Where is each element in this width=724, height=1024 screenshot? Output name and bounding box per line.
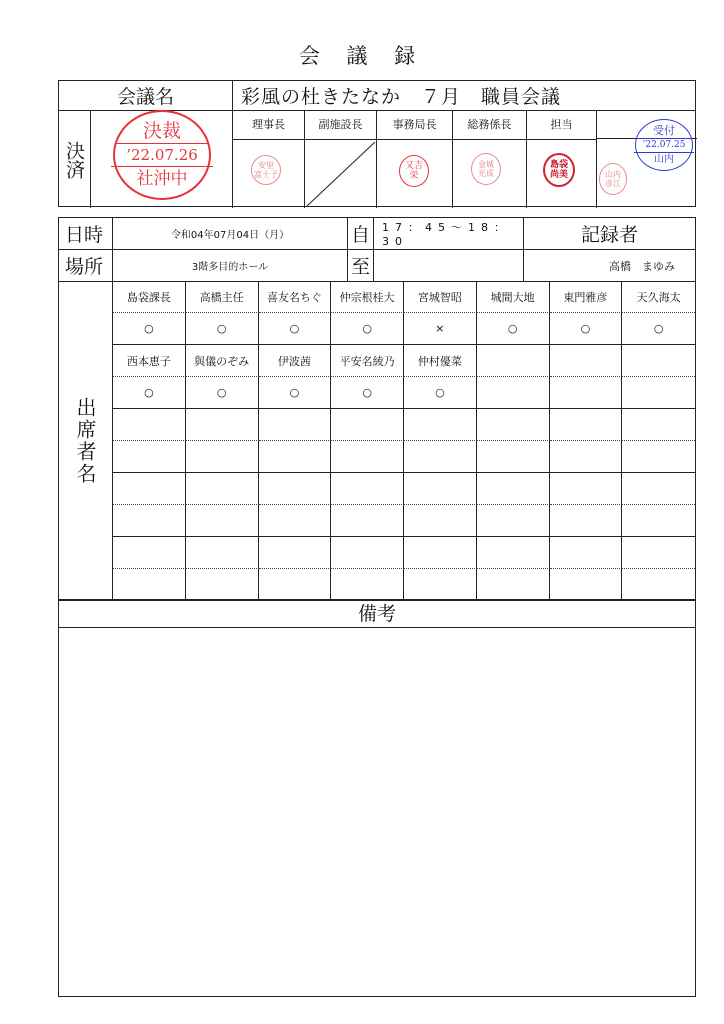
- attendee-name: 平安名綾乃: [331, 345, 404, 377]
- meeting-name-value: 彩風の杜きたなか ７月 職員会議: [233, 81, 696, 111]
- attendance-mark: ○: [477, 313, 550, 345]
- attendance-empty-cell: [331, 505, 404, 537]
- attendance-empty-cell: [113, 505, 186, 537]
- attendance-mark: ○: [259, 313, 332, 345]
- meeting-name-row: [58, 80, 696, 111]
- attendance-empty-cell: [477, 537, 550, 569]
- attendee-name: [550, 345, 623, 377]
- attendance-empty-cell: [331, 537, 404, 569]
- attendance-empty-cell: [259, 473, 332, 505]
- attendance-empty-cell: [477, 441, 550, 473]
- seal-rijicho: 安里 富士子: [251, 155, 281, 185]
- attendance-empty-cell: [622, 569, 695, 600]
- attendee-name: 仲宗根桂大: [331, 281, 404, 313]
- attendance-empty-cell: [186, 569, 259, 600]
- attendee-name: 喜友名ちぐ: [259, 281, 332, 313]
- attendee-name: [622, 345, 695, 377]
- recorder-label: 記録者: [524, 218, 696, 250]
- attendance-empty-cell: [113, 409, 186, 441]
- attendee-name: 伊波茜: [259, 345, 332, 377]
- attendance-empty-cell: [477, 473, 550, 505]
- attendance-grid: [113, 281, 695, 600]
- attendance-mark: ○: [259, 377, 332, 409]
- attendance-empty-cell: [404, 569, 477, 600]
- attendance-empty-cell: [331, 473, 404, 505]
- attendance-empty-cell: [622, 537, 695, 569]
- diagonal-strike: [305, 140, 377, 208]
- attendance-empty-cell: [622, 505, 695, 537]
- to-label: 至: [348, 250, 374, 282]
- attendance-mark: ○: [186, 313, 259, 345]
- attendance-empty-cell: [113, 569, 186, 600]
- attendance-empty-cell: [622, 441, 695, 473]
- attendance-label: 出席者名: [59, 281, 113, 600]
- receipt-area: [597, 111, 697, 208]
- attendance-mark: [477, 377, 550, 409]
- decision-stamp: 決裁 ’22.07.26 社沖中: [113, 110, 211, 200]
- decision-stamp-area: [91, 111, 233, 208]
- attendee-name: 仲村優菜: [404, 345, 477, 377]
- approver-col-rijicho: 理事長 安里 富士子: [233, 111, 305, 208]
- attendance-mark: ○: [331, 313, 404, 345]
- document-title: 会 議 録: [298, 44, 426, 68]
- approval-label: 決済: [59, 111, 91, 208]
- attendance-empty-cell: [550, 569, 623, 600]
- attendee-name: 天久海太: [622, 281, 695, 313]
- end-time-empty: [374, 250, 524, 282]
- attendance-empty-cell: [113, 441, 186, 473]
- attendance-empty-cell: [331, 409, 404, 441]
- attendance-empty-cell: [404, 441, 477, 473]
- attendance-mark: ○: [404, 377, 477, 409]
- attendance-empty-cell: [331, 569, 404, 600]
- attendance-empty-cell: [259, 409, 332, 441]
- attendance-mark: [550, 377, 623, 409]
- attendance-mark: ○: [331, 377, 404, 409]
- attendance-mark: ×: [404, 313, 477, 345]
- approver-col-tanto: 担当 島袋 尚美: [527, 111, 597, 208]
- attendance-empty-cell: [259, 441, 332, 473]
- attendance-empty-cell: [622, 473, 695, 505]
- attendance-empty-cell: [186, 441, 259, 473]
- attendance-empty-cell: [259, 505, 332, 537]
- attendance-empty-cell: [259, 537, 332, 569]
- attendance-empty-cell: [113, 537, 186, 569]
- attendee-name: 城間大地: [477, 281, 550, 313]
- seal-tanto: 島袋 尚美: [543, 153, 575, 187]
- attendance-empty-cell: [404, 537, 477, 569]
- attendance-mark: ○: [113, 313, 186, 345]
- meeting-name-label: 会議名: [59, 81, 233, 111]
- seal-yamauchi: 山内 彦江: [599, 163, 627, 195]
- attendance-empty-cell: [550, 409, 623, 441]
- attendee-name: 東門雅彦: [550, 281, 623, 313]
- place-label: 場所: [59, 250, 113, 282]
- attendance-empty-cell: [404, 473, 477, 505]
- seal-jimukyokucho: 又吉 栄: [399, 155, 429, 187]
- attendance-empty-cell: [550, 505, 623, 537]
- attendance-empty-cell: [477, 569, 550, 600]
- attendance-empty-cell: [404, 409, 477, 441]
- attendance-empty-cell: [550, 473, 623, 505]
- attendee-name: 宮城智昭: [404, 281, 477, 313]
- attendance-empty-cell: [186, 409, 259, 441]
- remarks-label: 備考: [58, 600, 696, 628]
- attendee-name: 高橋主任: [186, 281, 259, 313]
- approver-col-fukushisetsucho: 副施設長: [305, 111, 377, 208]
- date-label: 日時: [59, 218, 113, 250]
- time-value: 17：45〜18：30: [374, 218, 524, 250]
- attendance-mark: ○: [550, 313, 623, 345]
- attendance-mark: [622, 377, 695, 409]
- attendance-section: [58, 281, 696, 600]
- attendance-empty-cell: [186, 473, 259, 505]
- attendance-empty-cell: [404, 505, 477, 537]
- from-label: 自: [348, 218, 374, 250]
- attendance-empty-cell: [186, 537, 259, 569]
- place-value: 3階多目的ホール: [113, 250, 348, 282]
- attendance-mark: ○: [622, 313, 695, 345]
- attendance-empty-cell: [550, 441, 623, 473]
- seal-somukakaricho: 金城 光成: [471, 153, 501, 185]
- attendance-empty-cell: [113, 473, 186, 505]
- attendance-empty-cell: [331, 441, 404, 473]
- attendance-empty-cell: [550, 537, 623, 569]
- approval-section: [58, 110, 696, 207]
- attendee-name: 西本恵子: [113, 345, 186, 377]
- attendance-mark: ○: [113, 377, 186, 409]
- attendance-empty-cell: [477, 505, 550, 537]
- attendee-name: 島袋課長: [113, 281, 186, 313]
- attendance-empty-cell: [477, 409, 550, 441]
- attendance-empty-cell: [622, 409, 695, 441]
- attendance-mark: ○: [186, 377, 259, 409]
- attendance-empty-cell: [186, 505, 259, 537]
- attendee-name: [477, 345, 550, 377]
- recorder-name: 高橋 まゆみ: [524, 250, 696, 282]
- remarks-area: [58, 627, 696, 997]
- approver-col-jimukyokucho: 事務局長 又吉 栄: [377, 111, 453, 208]
- receipt-stamp: 受付 ’22.07.25 山内: [635, 119, 693, 171]
- attendee-name: 與儀のぞみ: [186, 345, 259, 377]
- date-value: 令和04年07月04日（月）: [113, 218, 348, 250]
- meeting-info-table: [58, 217, 696, 282]
- approver-col-somukakaricho: 総務係長 金城 光成: [453, 111, 527, 208]
- attendance-empty-cell: [259, 569, 332, 600]
